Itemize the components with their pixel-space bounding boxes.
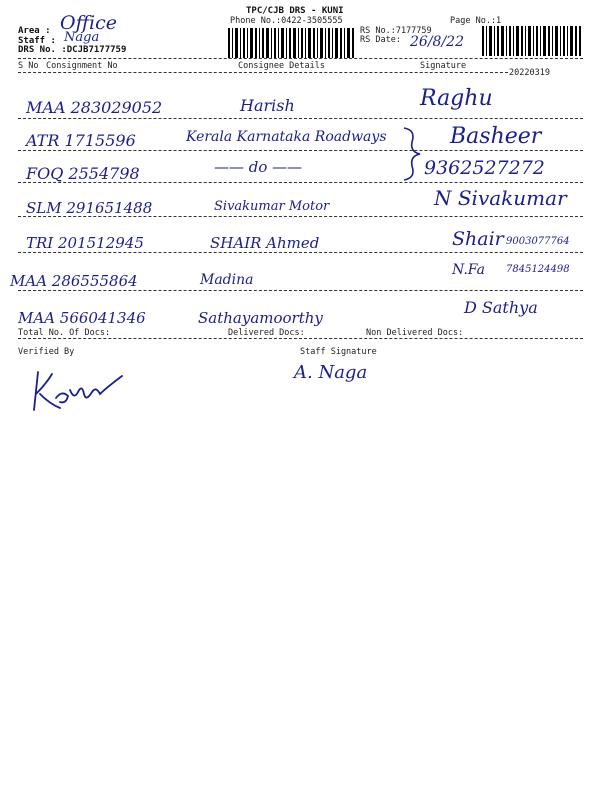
row-1-consignment: MAA 283029052 xyxy=(26,98,163,117)
staff-signature: A. Naga xyxy=(294,362,368,383)
row-3-phone: 9362527272 xyxy=(424,157,545,179)
staff-value: Naga xyxy=(64,30,100,45)
rs-number: RS No.:7177759 xyxy=(360,26,432,36)
row-divider xyxy=(18,216,583,217)
row-6-signature: N.Fa xyxy=(452,262,485,278)
row-divider xyxy=(18,150,583,151)
row-6-phone: 7845124498 xyxy=(506,264,570,275)
row-3-consignee: —— do —— xyxy=(214,158,303,176)
row-6-consignment: MAA 286555864 xyxy=(10,272,138,290)
row-2-consignment: ATR 1715596 xyxy=(26,131,136,150)
row-5-phone: 9003077764 xyxy=(506,236,570,247)
barcode xyxy=(228,28,356,58)
column-consignment: Consignment No xyxy=(46,61,118,71)
staff-signature-label: Staff Signature xyxy=(300,347,377,357)
row-3-consignment: FOQ 2554798 xyxy=(26,164,140,183)
delivered-docs: Delivered Docs: xyxy=(228,328,305,338)
row-4-signature: N Sivakumar xyxy=(434,186,567,210)
divider xyxy=(18,72,508,73)
row-7-consignment: MAA 566041346 xyxy=(18,309,146,327)
row-2-consignee: Kerala Karnataka Roadways xyxy=(186,129,387,145)
row-divider xyxy=(18,118,583,119)
row-2-signature: Basheer xyxy=(450,124,542,149)
verifier-signature xyxy=(26,364,136,414)
row-divider xyxy=(18,252,583,253)
row-5-consignment: TRI 201512945 xyxy=(26,234,144,252)
page-number: Page No.:1 xyxy=(450,16,502,26)
row-5-signature: Shair xyxy=(452,228,504,250)
total-docs: Total No. Of Docs: xyxy=(18,328,111,338)
rs-date-label: RS Date: xyxy=(360,35,401,45)
column-sno: S No xyxy=(18,61,39,71)
column-signature: Signature xyxy=(420,61,467,71)
row-4-consignment: SLM 291651488 xyxy=(26,199,153,217)
document-title: TPC/CJB DRS - KUNI xyxy=(246,6,344,16)
brace-mark xyxy=(402,126,422,186)
drs-number: DRS No. :DCJB7177759 xyxy=(18,45,127,55)
divider xyxy=(18,338,583,339)
date-code: 20220319 xyxy=(509,68,550,78)
row-divider xyxy=(18,182,583,183)
row-1-consignee: Harish xyxy=(240,96,295,115)
row-5-consignee: SHAIR Ahmed xyxy=(210,234,320,252)
row-7-consignee: Sathayamoorthy xyxy=(198,309,323,327)
phone-number: Phone No.:0422-3505555 xyxy=(230,16,343,26)
rs-date-value: 26/8/22 xyxy=(410,34,464,50)
non-delivered-docs: Non Delivered Docs: xyxy=(366,328,464,338)
column-consignee: Consignee Details xyxy=(238,61,325,71)
divider xyxy=(18,58,583,59)
row-divider xyxy=(18,290,583,291)
staff-label: Staff : xyxy=(18,36,56,46)
row-6-consignee: Madina xyxy=(200,272,254,288)
area-value: Office xyxy=(60,12,117,34)
row-7-signature: D Sathya xyxy=(464,298,538,317)
barcode-2 xyxy=(482,26,582,56)
area-label: Area : xyxy=(18,26,51,36)
verified-by-label: Verified By xyxy=(18,347,75,357)
row-4-consignee: Sivakumar Motor xyxy=(214,199,330,214)
row-1-signature: Raghu xyxy=(420,86,493,111)
